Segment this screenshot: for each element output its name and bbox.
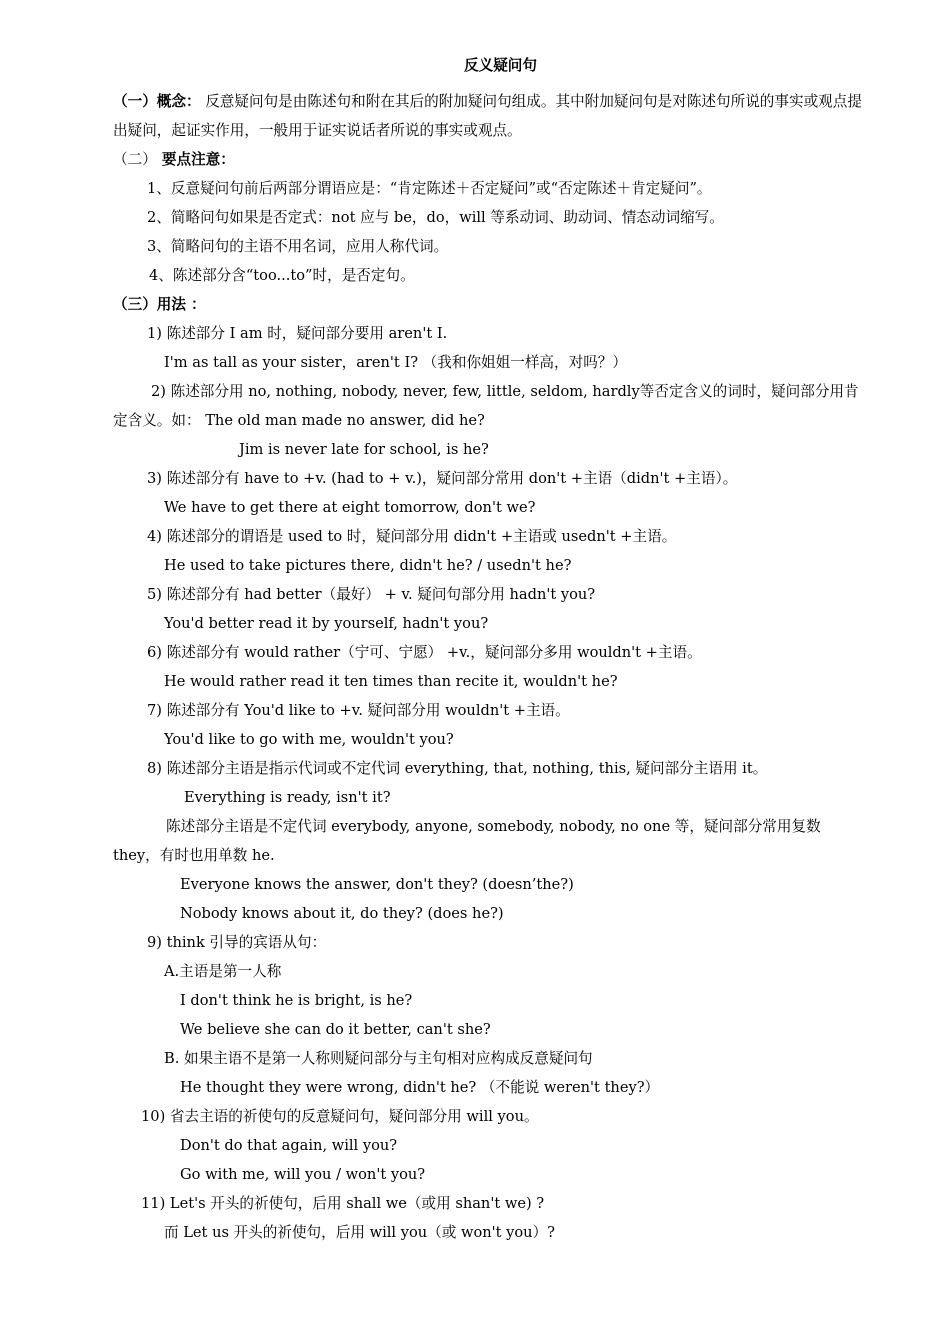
note-item: 1、反意疑问句前后两部分谓语应是：“肯定陈述＋否定疑问”或“否定陈述＋肯定疑问”。: [147, 180, 712, 197]
rule-9-case-a: A.主语是第一人称: [164, 963, 282, 980]
rule-9-case-b-example: He thought they were wrong, didn't he? （不能说 weren't they?）: [180, 1079, 660, 1096]
notes-heading-number: （二）: [113, 151, 157, 168]
rule-8-plural: 陈述部分主语是不定代词 everybody, anyone, somebody, nobody, no one 等，疑问部分常用复数 they，有时也用单数 he.: [113, 818, 821, 864]
rule-3-example: We have to get there at eight tomorrow, don't we?: [164, 499, 536, 516]
rule-2-example: Jim is never late for school, is he?: [239, 441, 489, 458]
note-item: 2、简略问句如果是否定式：not 应与 be，do，will 等系动词、助动词、情态动词缩写。: [147, 209, 724, 226]
rule-11-let-us: 而 Let us 开头的祈使句，后用 will you（或 won't you）?: [164, 1224, 556, 1241]
rule-8-example: Everything is ready, isn't it?: [184, 789, 391, 806]
rule-1: 1) 陈述部分 I am 时，疑问部分要用 aren't I.: [147, 325, 448, 342]
rule-8: 8) 陈述部分主语是指示代词或不定代词 everything, that, nothing, this, 疑问部分主语用 it。: [147, 760, 768, 777]
rule-6-example: He would rather read it ten times than recite it, wouldn't he?: [164, 673, 618, 690]
rule-11: 11) Let's 开头的祈使句，后用 shall we（或用 shan't we) ?: [141, 1195, 545, 1212]
rule-8-plural-example: Nobody knows about it, do they? (does he?): [180, 905, 504, 922]
rule-5: 5) 陈述部分有 had better（最好） + v. 疑问句部分用 hadn't you?: [147, 586, 596, 603]
rule-9: 9) think 引导的宾语从句：: [147, 934, 327, 951]
rule-6: 6) 陈述部分有 would rather（宁可、宁愿） +v.，疑问部分多用 wouldn't +主语。: [147, 644, 702, 661]
concept-paragraph: [113, 87, 868, 145]
rule-7: 7) 陈述部分有 You'd like to +v. 疑问部分用 wouldn't +主语。: [147, 702, 570, 719]
rule-10: 10) 省去主语的祈使句的反意疑问句，疑问部分用 will you。: [141, 1108, 539, 1125]
notes-heading: 要点注意：: [156, 151, 235, 168]
concept-heading: （一）概念：: [113, 93, 201, 110]
rule-8-plural-example: Everyone knows the answer, don't they? (doesn’the?): [180, 876, 574, 893]
rule-10-example: Go with me, will you / won't you?: [180, 1166, 426, 1183]
rule-4-example: He used to take pictures there, didn't he? / usedn't he?: [164, 557, 572, 574]
concept-body: 反意疑问句是由陈述句和附在其后的附加疑问句组成。其中附加疑问句是对陈述句所说的事实或观点提出疑问，起证实作用，一般用于证实说话者所说的事实或观点。: [113, 93, 862, 139]
rule-2: 2) 陈述部分用 no, nothing, nobody, never, few, little, seldom, hardly等否定含义的词时，疑问部分用肯定含义。如： The old man made no answer, did he?: [113, 383, 859, 429]
note-item: 4、陈述部分含“too...to”时，是否定句。: [149, 267, 415, 284]
rule-4: 4) 陈述部分的谓语是 used to 时，疑问部分用 didn't +主语或 usedn't +主语。: [147, 528, 677, 545]
rule-9-case-b: B. 如果主语不是第一人称则疑问部分与主句相对应构成反意疑问句: [164, 1050, 593, 1067]
rule-3: 3) 陈述部分有 have to +v. (had to + v.)，疑问部分常用 don't +主语（didn't +主语）。: [147, 470, 738, 487]
note-item: 3、简略问句的主语不用名词，应用人称代词。: [147, 238, 449, 255]
rule-10-example: Don't do that again, will you?: [180, 1137, 398, 1154]
notes-heading-line: [113, 145, 868, 174]
rule-9-case-a-example: I don't think he is bright, is he?: [180, 992, 413, 1009]
rule-1-example: I'm as tall as your sister，aren't I? （我和你姐姐一样高，对吗？）: [164, 354, 627, 371]
document-title: 反义疑问句: [464, 57, 537, 74]
rule-9-case-a-example: We believe she can do it better, can't she?: [180, 1021, 491, 1038]
rule-5-example: You'd better read it by yourself, hadn't you?: [164, 615, 489, 632]
usage-heading: （三）用法 ：: [113, 296, 206, 313]
rule-7-example: You'd like to go with me, wouldn't you?: [164, 731, 454, 748]
